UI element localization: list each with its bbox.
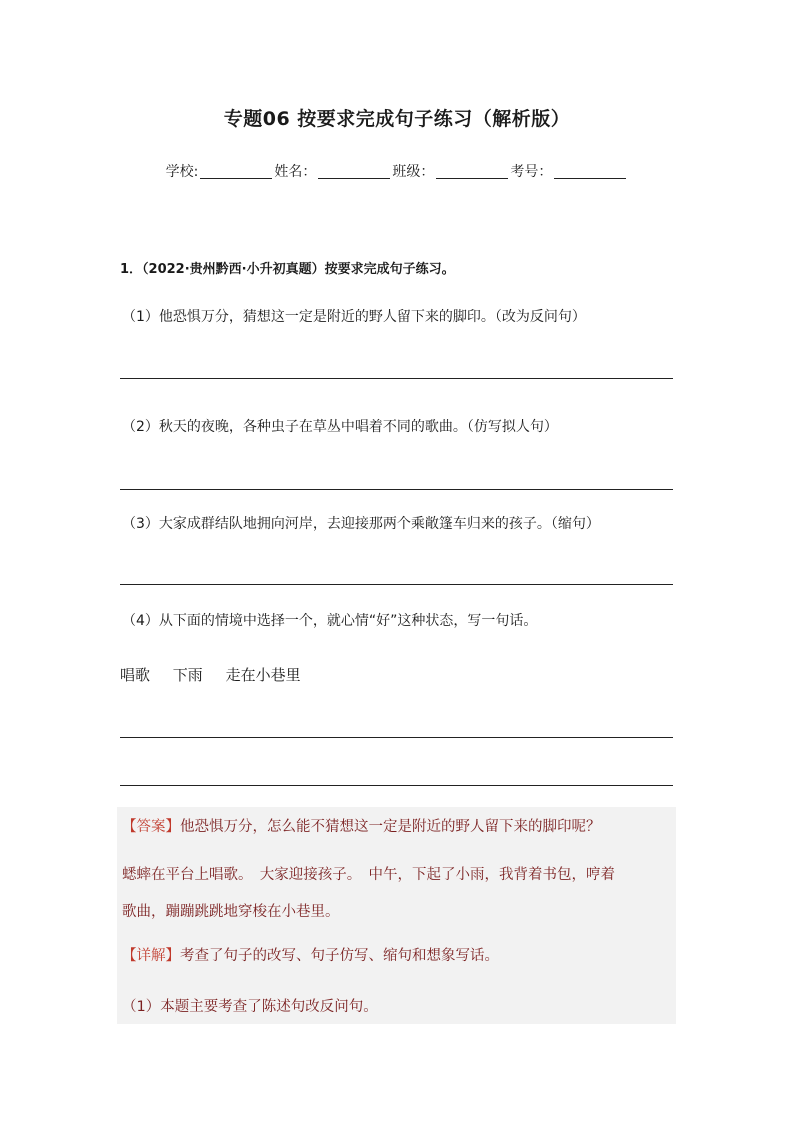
class-label: 班级： (392, 164, 435, 180)
answer-line (122, 815, 601, 836)
answer-continuation: 蟋蟀在平台上唱歌。 大家迎接孩子。 中午，下起了小雨，我背着书包，哼着 (122, 867, 615, 883)
detail-line (122, 944, 499, 965)
name-blank[interactable] (318, 164, 390, 179)
scenario-options (120, 664, 319, 685)
number-label: 考号： (510, 164, 553, 180)
option-item: 走在小巷里 (225, 666, 301, 684)
page-title: 专题06 按要求完成句子练习（解析版） (223, 108, 571, 130)
school-label: 学校: (165, 164, 199, 180)
school-blank[interactable] (200, 164, 272, 179)
option-item: 下雨 (172, 666, 203, 684)
answer-line-2[interactable] (120, 489, 673, 490)
student-info-row (0, 161, 794, 181)
sub-question-3: （3）大家成群结队地拥向河岸，去迎接那两个乘敞篷车归来的孩子。（缩句） (122, 516, 600, 532)
detail-text: 考查了句子的改写、句子仿写、缩句和想象写话。 (180, 948, 499, 964)
question-header: 1．（2022·贵州黔西·小升初真题）按要求完成句子练习。 (120, 262, 455, 277)
sub-question-2: （2）秋天的夜晚，各种虫子在草丛中唱着不同的歌曲。（仿写拟人句） (122, 419, 558, 435)
sub-question-4: （4）从下面的情境中选择一个，就心情“好”这种状态，写一句话。 (122, 613, 538, 629)
answer-text: 他恐惧万分，怎么能不猜想这一定是附近的野人留下来的脚印呢？ (180, 819, 601, 835)
answer-tag: 【答案】 (122, 819, 180, 835)
answer-line-5[interactable] (120, 785, 673, 786)
answer-continuation-2: 歌曲，蹦蹦跳跳地穿梭在小巷里。 (122, 904, 340, 920)
number-blank[interactable] (554, 164, 626, 179)
detail-point-1: （1）本题主要考查了陈述句改反问句。 (122, 999, 378, 1015)
answer-line-3[interactable] (120, 584, 673, 585)
option-item: 唱歌 (120, 666, 151, 684)
answer-line-1[interactable] (120, 378, 673, 379)
sub-question-1: （1）他恐惧万分，猜想这一定是附近的野人留下来的脚印。（改为反问句） (122, 309, 586, 325)
class-blank[interactable] (436, 164, 508, 179)
name-label: 姓名： (274, 164, 317, 180)
detail-tag: 【详解】 (122, 948, 180, 964)
answer-line-4[interactable] (120, 737, 673, 738)
